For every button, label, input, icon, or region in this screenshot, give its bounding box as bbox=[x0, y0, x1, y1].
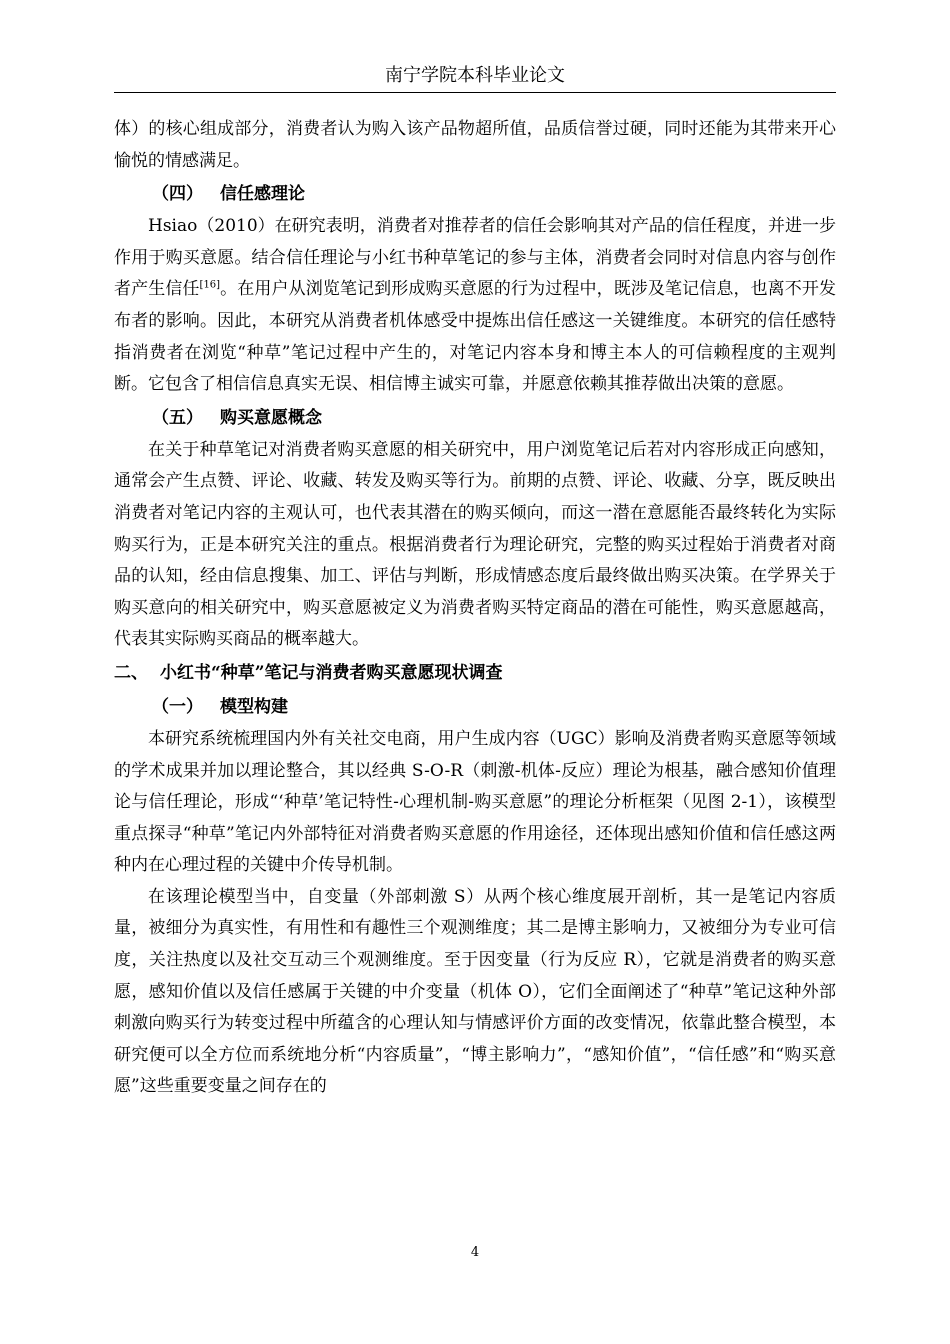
chapter-title: 小红书“种草”笔记与消费者购买意愿现状调查 bbox=[160, 662, 503, 683]
paragraph-model-variables: 在该理论模型当中，自变量（外部刺激 S）从两个核心维度展开剖析，其一是笔记内容质量，被细分为真实性，有用性和有趣性三个观测维度；其二是博主影响力，又被细分为专业可信度，关注热度以及社交互动三个观测维度。至于因变量（行为反应 R），它就是消费者的购买意愿，感知价值以及信任感属于关键的中介变量（机体 O），它们全面阐述了“种草”笔记这种外部刺激向购买行为转变过程中所蕴含的心理认知与情感评价方面的改变情况，依靠此整合模型，本研究便可以全方位而系统地分析“内容质量”，“博主影响力”，“感知价值”，“信任感”和“购买意愿”这些重要变量之间存在的 bbox=[114, 886, 836, 1097]
paragraph-trust-theory bbox=[114, 211, 836, 401]
section-number: （一） bbox=[152, 696, 203, 717]
paragraph-text: 。在用户从浏览笔记到形成购买意愿的行为过程中，既涉及笔记信息，也离不开发布者的影响。因此，本研究从消费者机体感受中提炼出信任感这一关键维度。本研究的信任感特指消费者在浏览“种草”笔记过程中产生的，对笔记内容本身和博主本人的可信赖程度的主观判断。它包含了相信信息真实无误、相信博主诚实可靠，并愿意依赖其推荐做出决策的意愿。 bbox=[114, 279, 837, 395]
chapter-number: 二、 bbox=[114, 662, 148, 683]
section-heading-purchase-intention bbox=[114, 401, 836, 435]
page-number: 4 bbox=[470, 1245, 480, 1260]
paragraph-text: Hsiao（2010）在研究表明，消费者对推荐者的信任会影响其对产品的信任程度，并进一步作用于购买意愿。结合信任理论与小红书种草笔记的参与主体，消费者会同时对信息内容与创作者产生信任 bbox=[114, 216, 836, 300]
section-title: 购买意愿概念 bbox=[220, 407, 322, 428]
section-number: （五） bbox=[152, 407, 203, 428]
citation-marker: [16] bbox=[199, 279, 221, 291]
page-footer bbox=[0, 1245, 950, 1261]
header-title: 南宁学院本科毕业论文 bbox=[385, 65, 565, 86]
page-header bbox=[114, 60, 836, 93]
paragraph-model-framework: 本研究系统梳理国内外有关社交电商，用户生成内容（UGC）影响及消费者购买意愿等领域的学术成果并加以理论整合，其以经典 S-O-R（刺激-机体-反应）理论为根基，融合感知价值理论与信任理论，形成“‘种草’笔记特性-心理机制-购买意愿”的理论分析框架（见图 2-1），该模型重点探寻“种草”笔记内外部特征对消费者购买意愿的作用途径，还体现出感知价值和信任感这两种内在心理过程的关键中介传导机制。 bbox=[114, 728, 836, 876]
paragraph-purchase-intention: 在关于种草笔记对消费者购买意愿的相关研究中，用户浏览笔记后若对内容形成正向感知，通常会产生点赞、评论、收藏、转发及购买等行为。前期的点赞、评论、收藏、分享，既反映出消费者对笔记内容的主观认可，也代表其潜在的购买倾向，而这一潜在意愿能否最终转化为实际购买行为，正是本研究关注的重点。根据消费者行为理论研究，完整的购买过程始于消费者对商品的认知，经由信息搜集、加工、评估与判断，形成情感态度后最终做出购买决策。在学界关于购买意向的相关研究中，购买意愿被定义为消费者购买特定商品的潜在可能性，购买意愿越高，代表其实际购买商品的概率越大。 bbox=[114, 439, 836, 650]
section-title: 信任感理论 bbox=[220, 184, 305, 205]
chapter-heading bbox=[114, 656, 836, 690]
paragraph-continued: 体）的核心组成部分，消费者认为购入该产品物超所值，品质信誉过硬，同时还能为其带来开心愉悦的情感满足。 bbox=[114, 119, 836, 171]
section-heading-trust-theory bbox=[114, 177, 836, 211]
section-title: 模型构建 bbox=[220, 696, 288, 717]
page-body bbox=[114, 114, 836, 1103]
section-heading-model bbox=[114, 690, 836, 724]
section-number: （四） bbox=[152, 184, 203, 205]
